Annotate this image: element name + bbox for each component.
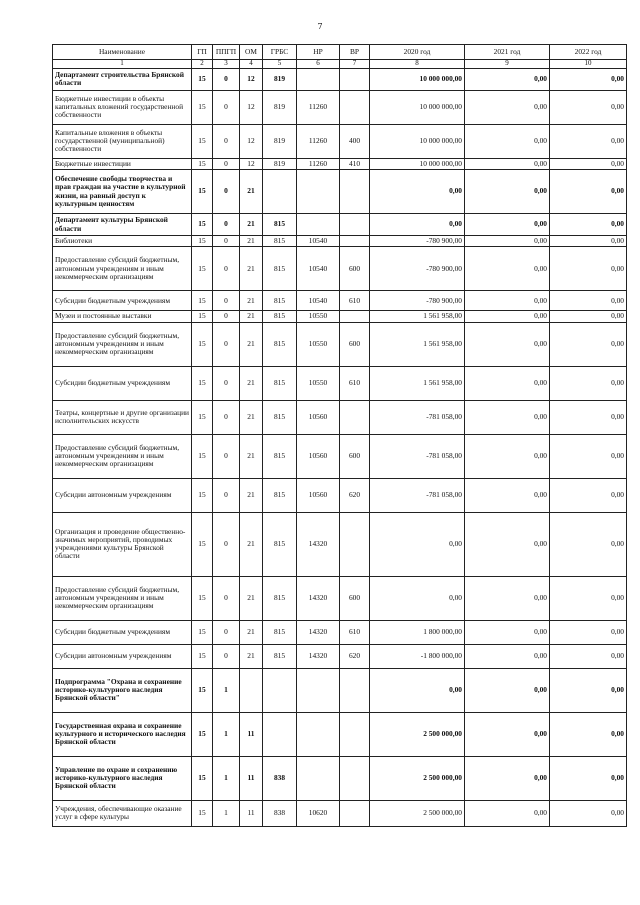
cell-y2022: 0,00: [550, 644, 627, 668]
cell-vr: [340, 68, 370, 90]
column-index: 9: [465, 60, 550, 69]
cell-ppgp: 1: [213, 756, 240, 800]
cell-y2022: 0,00: [550, 236, 627, 247]
cell-y2022: 0,00: [550, 512, 627, 576]
cell-y2020: 0,00: [370, 576, 465, 620]
column-index: 2: [192, 60, 213, 69]
cell-y2021: 0,00: [465, 90, 550, 124]
cell-y2021: 0,00: [465, 512, 550, 576]
cell-y2020: 1 561 958,00: [370, 322, 465, 366]
cell-ppgp: 1: [213, 668, 240, 712]
cell-nr: 10540: [297, 247, 340, 291]
budget-table: [52, 44, 627, 827]
cell-nr: 10560: [297, 400, 340, 434]
cell-y2021: 0,00: [465, 644, 550, 668]
cell-y2022: 0,00: [550, 322, 627, 366]
cell-y2020: 1 800 000,00: [370, 620, 465, 644]
cell-y2020: -781 058,00: [370, 434, 465, 478]
cell-vr: 620: [340, 644, 370, 668]
cell-nr: [297, 668, 340, 712]
cell-name: Субсидии автономным учреждениям: [53, 644, 192, 668]
cell-y2021: 0,00: [465, 214, 550, 236]
cell-grbs: 838: [263, 800, 297, 826]
cell-grbs: 838: [263, 756, 297, 800]
cell-grbs: 815: [263, 322, 297, 366]
table-row: [53, 668, 627, 712]
cell-name: Субсидии автономным учреждениям: [53, 478, 192, 512]
cell-y2022: 0,00: [550, 576, 627, 620]
cell-name: Предоставление субсидий бюджетным, автономным учреждениям и иным некоммерческим организациям: [53, 434, 192, 478]
cell-om: 21: [240, 322, 263, 366]
cell-nr: [297, 214, 340, 236]
cell-nr: 14320: [297, 644, 340, 668]
cell-y2020: 1 561 958,00: [370, 366, 465, 400]
cell-y2020: 2 500 000,00: [370, 756, 465, 800]
cell-ppgp: 0: [213, 434, 240, 478]
table-row: [53, 366, 627, 400]
cell-y2020: 10 000 000,00: [370, 90, 465, 124]
cell-om: 12: [240, 90, 263, 124]
cell-y2021: 0,00: [465, 322, 550, 366]
cell-y2020: 0,00: [370, 170, 465, 214]
cell-y2020: 2 500 000,00: [370, 800, 465, 826]
cell-ppgp: 0: [213, 247, 240, 291]
cell-om: 21: [240, 291, 263, 311]
cell-om: 21: [240, 214, 263, 236]
cell-y2021: 0,00: [465, 236, 550, 247]
cell-vr: 600: [340, 247, 370, 291]
cell-nr: 10540: [297, 236, 340, 247]
cell-om: 21: [240, 366, 263, 400]
cell-nr: [297, 68, 340, 90]
cell-nr: 11260: [297, 158, 340, 169]
cell-name: Учреждения, обеспечивающие оказание услуг в сфере культуры: [53, 800, 192, 826]
cell-ppgp: 0: [213, 236, 240, 247]
table-row: [53, 512, 627, 576]
cell-y2021: 0,00: [465, 576, 550, 620]
cell-om: 21: [240, 434, 263, 478]
cell-gp: 15: [192, 90, 213, 124]
column-header: 2020 год: [370, 45, 465, 60]
cell-y2020: 10 000 000,00: [370, 158, 465, 169]
cell-y2021: 0,00: [465, 124, 550, 158]
cell-om: 21: [240, 170, 263, 214]
cell-y2021: 0,00: [465, 620, 550, 644]
cell-vr: [340, 311, 370, 322]
cell-vr: 610: [340, 291, 370, 311]
cell-nr: 10560: [297, 434, 340, 478]
cell-nr: [297, 756, 340, 800]
cell-vr: [340, 668, 370, 712]
cell-gp: 15: [192, 236, 213, 247]
table-row: [53, 214, 627, 236]
cell-y2022: 0,00: [550, 90, 627, 124]
cell-name: Субсидии бюджетным учреждениям: [53, 366, 192, 400]
cell-ppgp: 1: [213, 800, 240, 826]
cell-name: Департамент строительства Брянской области: [53, 68, 192, 90]
cell-gp: 15: [192, 158, 213, 169]
cell-name: Бюджетные инвестиции: [53, 158, 192, 169]
cell-vr: 610: [340, 366, 370, 400]
cell-nr: 10550: [297, 322, 340, 366]
cell-gp: 15: [192, 400, 213, 434]
cell-gp: 15: [192, 512, 213, 576]
cell-om: 12: [240, 68, 263, 90]
cell-y2020: -781 058,00: [370, 400, 465, 434]
column-index: 8: [370, 60, 465, 69]
cell-gp: 15: [192, 712, 213, 756]
cell-vr: [340, 712, 370, 756]
table-row: [53, 311, 627, 322]
cell-ppgp: 0: [213, 620, 240, 644]
cell-y2022: 0,00: [550, 366, 627, 400]
cell-om: 21: [240, 311, 263, 322]
cell-grbs: [263, 668, 297, 712]
cell-ppgp: 0: [213, 291, 240, 311]
cell-y2022: 0,00: [550, 170, 627, 214]
cell-y2020: 10 000 000,00: [370, 124, 465, 158]
table-row: [53, 247, 627, 291]
column-header: 2021 год: [465, 45, 550, 60]
cell-om: [240, 668, 263, 712]
table-row: [53, 90, 627, 124]
column-index: 6: [297, 60, 340, 69]
cell-grbs: 815: [263, 478, 297, 512]
table-row: [53, 236, 627, 247]
cell-y2020: -781 058,00: [370, 478, 465, 512]
cell-y2021: 0,00: [465, 247, 550, 291]
cell-grbs: [263, 170, 297, 214]
cell-nr: [297, 170, 340, 214]
cell-om: 21: [240, 247, 263, 291]
cell-y2021: 0,00: [465, 291, 550, 311]
cell-grbs: 815: [263, 512, 297, 576]
cell-y2022: 0,00: [550, 620, 627, 644]
table-row: [53, 620, 627, 644]
cell-name: Предоставление субсидий бюджетным, автономным учреждениям и иным некоммерческим организациям: [53, 322, 192, 366]
table-row: [53, 712, 627, 756]
cell-gp: 15: [192, 311, 213, 322]
cell-y2020: 0,00: [370, 214, 465, 236]
cell-grbs: 815: [263, 400, 297, 434]
cell-grbs: [263, 712, 297, 756]
cell-nr: 14320: [297, 512, 340, 576]
cell-y2020: -780 900,00: [370, 291, 465, 311]
cell-y2022: 0,00: [550, 291, 627, 311]
column-index-row: [53, 60, 627, 69]
column-index: 5: [263, 60, 297, 69]
cell-y2021: 0,00: [465, 434, 550, 478]
cell-nr: 10550: [297, 311, 340, 322]
cell-nr: 10550: [297, 366, 340, 400]
cell-name: Подпрограмма "Охрана и сохранение историко-культурного наследия Брянской области": [53, 668, 192, 712]
cell-y2021: 0,00: [465, 158, 550, 169]
cell-ppgp: 1: [213, 712, 240, 756]
cell-gp: 15: [192, 322, 213, 366]
column-index: 10: [550, 60, 627, 69]
cell-grbs: 819: [263, 158, 297, 169]
cell-nr: 10560: [297, 478, 340, 512]
cell-vr: [340, 170, 370, 214]
cell-om: 11: [240, 712, 263, 756]
column-header: 2022 год: [550, 45, 627, 60]
cell-y2022: 0,00: [550, 124, 627, 158]
cell-om: 11: [240, 800, 263, 826]
cell-y2021: 0,00: [465, 170, 550, 214]
column-index: 4: [240, 60, 263, 69]
cell-y2020: -1 800 000,00: [370, 644, 465, 668]
table-body: [53, 68, 627, 826]
cell-grbs: 815: [263, 214, 297, 236]
cell-y2021: 0,00: [465, 668, 550, 712]
cell-ppgp: 0: [213, 124, 240, 158]
cell-name: Музеи и постоянные выставки: [53, 311, 192, 322]
cell-gp: 15: [192, 620, 213, 644]
cell-gp: 15: [192, 478, 213, 512]
cell-y2022: 0,00: [550, 68, 627, 90]
table-row: [53, 644, 627, 668]
cell-vr: 620: [340, 478, 370, 512]
cell-y2020: 1 561 958,00: [370, 311, 465, 322]
cell-y2022: 0,00: [550, 668, 627, 712]
cell-om: 21: [240, 512, 263, 576]
table-row: [53, 400, 627, 434]
cell-y2021: 0,00: [465, 311, 550, 322]
cell-ppgp: 0: [213, 68, 240, 90]
cell-y2020: -780 900,00: [370, 236, 465, 247]
cell-vr: 600: [340, 434, 370, 478]
cell-om: 21: [240, 576, 263, 620]
cell-name: Бюджетные инвестиции в объекты капитальных вложений государственной собственности: [53, 90, 192, 124]
cell-om: 11: [240, 756, 263, 800]
cell-vr: [340, 214, 370, 236]
cell-y2022: 0,00: [550, 712, 627, 756]
cell-grbs: 815: [263, 576, 297, 620]
cell-y2022: 0,00: [550, 800, 627, 826]
cell-vr: 600: [340, 576, 370, 620]
cell-y2022: 0,00: [550, 478, 627, 512]
cell-name: Предоставление субсидий бюджетным, автономным учреждениям и иным некоммерческим организациям: [53, 576, 192, 620]
cell-gp: 15: [192, 644, 213, 668]
cell-name: Государственная охрана и сохранение культурного и исторического наследия Брянской области: [53, 712, 192, 756]
cell-om: 21: [240, 644, 263, 668]
cell-om: 12: [240, 158, 263, 169]
column-header: ППГП: [213, 45, 240, 60]
cell-ppgp: 0: [213, 311, 240, 322]
cell-name: Предоставление субсидий бюджетным, автономным учреждениям и иным некоммерческим организациям: [53, 247, 192, 291]
cell-name: Капитальные вложения в объекты государственной (муниципальной) собственности: [53, 124, 192, 158]
cell-y2021: 0,00: [465, 68, 550, 90]
cell-vr: [340, 400, 370, 434]
cell-ppgp: 0: [213, 644, 240, 668]
table-row: [53, 576, 627, 620]
cell-name: Театры, концертные и другие организации исполнительских искусств: [53, 400, 192, 434]
cell-gp: 15: [192, 124, 213, 158]
page-number: 7: [317, 22, 323, 31]
cell-grbs: 815: [263, 247, 297, 291]
cell-y2021: 0,00: [465, 366, 550, 400]
column-header: ОМ: [240, 45, 263, 60]
cell-vr: [340, 512, 370, 576]
cell-gp: 15: [192, 170, 213, 214]
cell-grbs: 815: [263, 434, 297, 478]
cell-y2022: 0,00: [550, 311, 627, 322]
cell-ppgp: 0: [213, 214, 240, 236]
cell-vr: 400: [340, 124, 370, 158]
cell-name: Обеспечение свободы творчества и прав граждан на участие в культурной жизни, на равный доступ к культурным ценностям: [53, 170, 192, 214]
cell-y2020: 0,00: [370, 668, 465, 712]
cell-nr: 14320: [297, 576, 340, 620]
cell-gp: 15: [192, 434, 213, 478]
cell-ppgp: 0: [213, 158, 240, 169]
table-row: [53, 800, 627, 826]
cell-grbs: 815: [263, 236, 297, 247]
column-header: НР: [297, 45, 340, 60]
cell-grbs: 819: [263, 124, 297, 158]
cell-grbs: 815: [263, 644, 297, 668]
table-row: [53, 434, 627, 478]
table-row: [53, 124, 627, 158]
cell-y2020: 0,00: [370, 512, 465, 576]
cell-vr: [340, 90, 370, 124]
cell-ppgp: 0: [213, 322, 240, 366]
cell-vr: [340, 756, 370, 800]
cell-y2022: 0,00: [550, 158, 627, 169]
cell-om: 21: [240, 478, 263, 512]
table-row: [53, 170, 627, 214]
table-row: [53, 756, 627, 800]
column-header: ГП: [192, 45, 213, 60]
cell-ppgp: 0: [213, 170, 240, 214]
cell-grbs: 815: [263, 366, 297, 400]
cell-y2021: 0,00: [465, 400, 550, 434]
cell-gp: 15: [192, 800, 213, 826]
cell-vr: [340, 236, 370, 247]
cell-ppgp: 0: [213, 478, 240, 512]
cell-y2022: 0,00: [550, 247, 627, 291]
cell-vr: 600: [340, 322, 370, 366]
table-row: [53, 322, 627, 366]
table-row: [53, 291, 627, 311]
cell-nr: 11260: [297, 90, 340, 124]
cell-y2020: -780 900,00: [370, 247, 465, 291]
cell-om: 21: [240, 236, 263, 247]
cell-ppgp: 0: [213, 512, 240, 576]
column-index: 1: [53, 60, 192, 69]
header-row: [53, 45, 627, 60]
cell-nr: [297, 712, 340, 756]
cell-name: Библиотеки: [53, 236, 192, 247]
column-index: 7: [340, 60, 370, 69]
cell-y2021: 0,00: [465, 756, 550, 800]
cell-y2022: 0,00: [550, 400, 627, 434]
cell-grbs: 815: [263, 311, 297, 322]
cell-om: 21: [240, 400, 263, 434]
cell-ppgp: 0: [213, 400, 240, 434]
table-row: [53, 478, 627, 512]
cell-ppgp: 0: [213, 90, 240, 124]
column-header: ВР: [340, 45, 370, 60]
cell-y2021: 0,00: [465, 478, 550, 512]
cell-name: Организация и проведение общественно-значимых мероприятий, проводимых учреждениями культуры Брянской области: [53, 512, 192, 576]
cell-ppgp: 0: [213, 366, 240, 400]
cell-gp: 15: [192, 668, 213, 712]
cell-grbs: 819: [263, 90, 297, 124]
column-header: Наименование: [53, 45, 192, 60]
cell-y2020: 2 500 000,00: [370, 712, 465, 756]
table-row: [53, 68, 627, 90]
cell-ppgp: 0: [213, 576, 240, 620]
cell-vr: 610: [340, 620, 370, 644]
cell-nr: 11260: [297, 124, 340, 158]
cell-y2022: 0,00: [550, 214, 627, 236]
cell-name: Субсидии бюджетным учреждениям: [53, 620, 192, 644]
cell-gp: 15: [192, 366, 213, 400]
cell-om: 21: [240, 620, 263, 644]
cell-nr: 14320: [297, 620, 340, 644]
cell-gp: 15: [192, 247, 213, 291]
cell-gp: 15: [192, 214, 213, 236]
cell-gp: 15: [192, 756, 213, 800]
cell-y2022: 0,00: [550, 434, 627, 478]
cell-y2021: 0,00: [465, 712, 550, 756]
cell-grbs: 815: [263, 620, 297, 644]
cell-y2020: 10 000 000,00: [370, 68, 465, 90]
cell-vr: 410: [340, 158, 370, 169]
column-index: 3: [213, 60, 240, 69]
cell-name: Субсидии бюджетным учреждениям: [53, 291, 192, 311]
cell-y2022: 0,00: [550, 756, 627, 800]
cell-nr: 10540: [297, 291, 340, 311]
cell-y2021: 0,00: [465, 800, 550, 826]
cell-nr: 10620: [297, 800, 340, 826]
cell-name: Управление по охране и сохранению историко-культурного наследия Брянской области: [53, 756, 192, 800]
table-row: [53, 158, 627, 169]
cell-om: 12: [240, 124, 263, 158]
cell-gp: 15: [192, 576, 213, 620]
cell-gp: 15: [192, 291, 213, 311]
cell-vr: [340, 800, 370, 826]
column-header: ГРБС: [263, 45, 297, 60]
cell-name: Департамент культуры Брянской области: [53, 214, 192, 236]
cell-gp: 15: [192, 68, 213, 90]
cell-grbs: 815: [263, 291, 297, 311]
cell-grbs: 819: [263, 68, 297, 90]
